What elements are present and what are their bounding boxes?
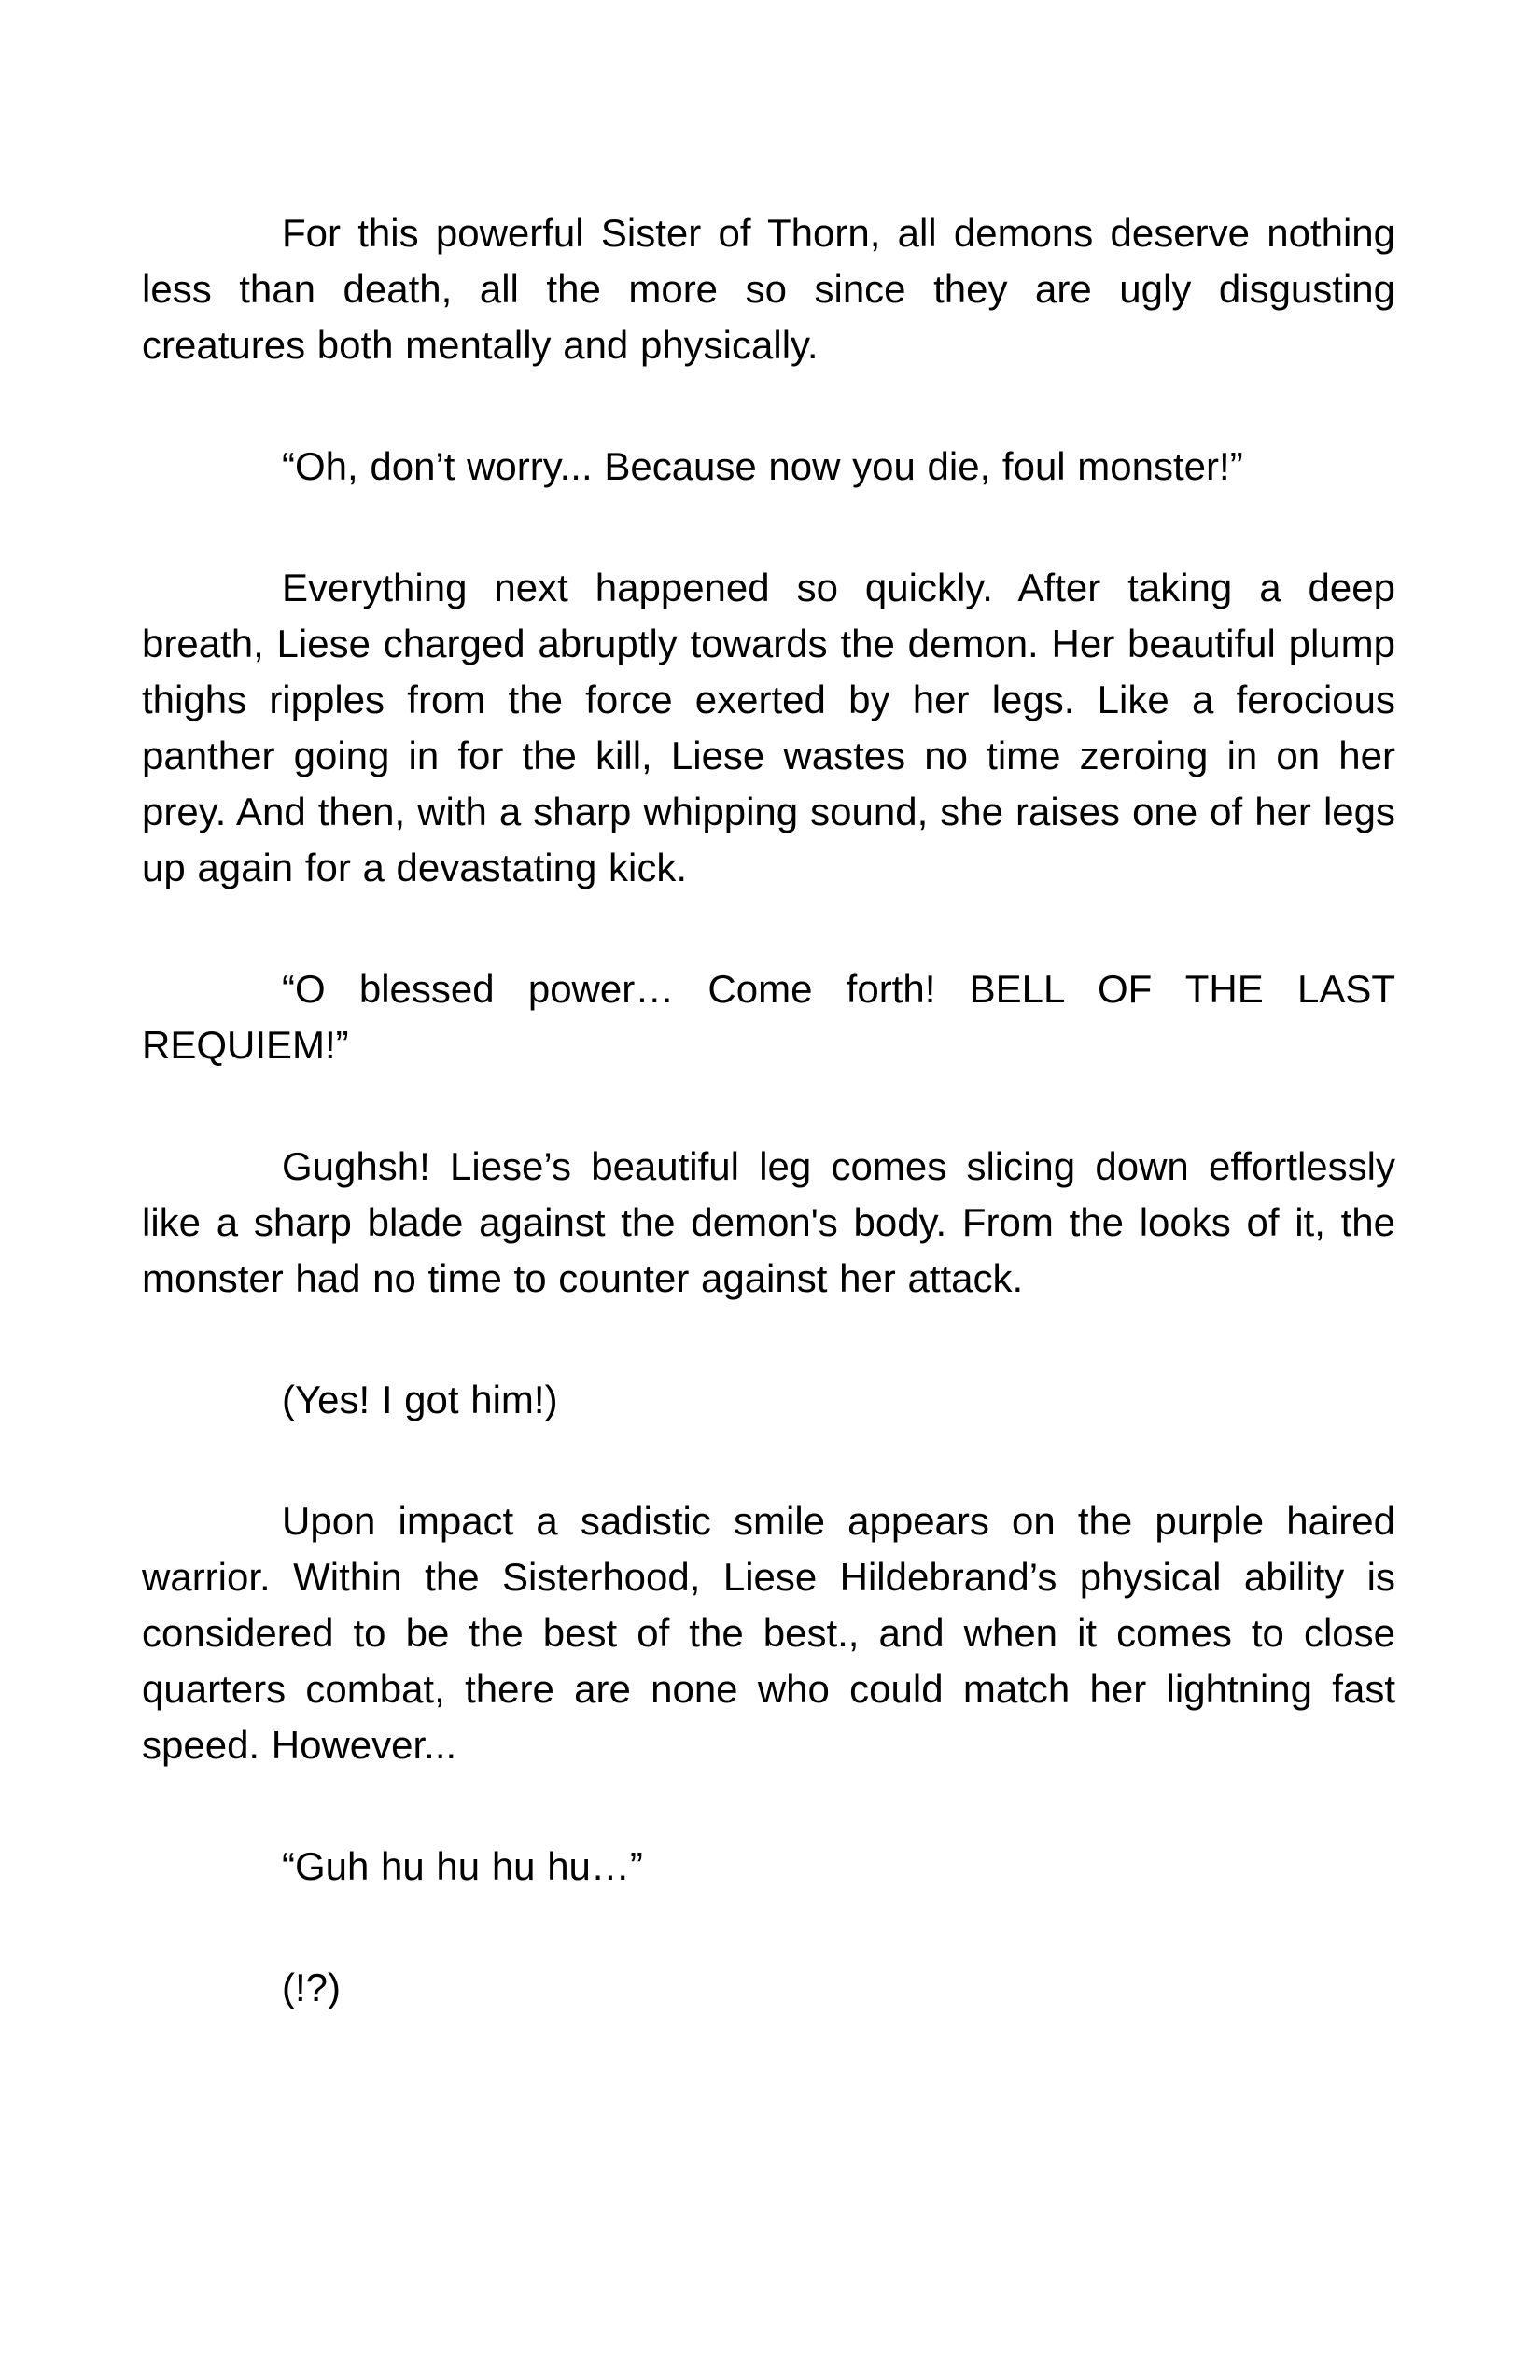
dialogue-line-2: “O blessed power… Come forth! BELL OF THE LAST REQUIEM!” (142, 967, 1395, 1067)
thought-line-1: (Yes! I got him!) (282, 1378, 558, 1421)
paragraph-narration-1: For this powerful Sister of Thorn, all demons deserve nothing less than death, all the more so since they are ugly disgusting creatures both mentally and physically. (142, 211, 1395, 367)
thought-line-2: (!?) (282, 1966, 341, 2009)
paragraph-narration-3: Gughsh! Liese’s beautiful leg comes slicing down effortlessly like a sharp blade against the demon's body. From the looks of it, the monster had no time to counter against her attack. (142, 1144, 1395, 1300)
paragraph-narration-2: Everything next happened so quickly. After taking a deep breath, Liese charged abruptly towards the demon. Her beautiful plump thighs ripples from the force exerted by her legs. Like a ferocious panther going in for the kill, Liese wastes no time zeroing in on her prey. And then, with a sharp whipping sound, she raises one of her legs up again for a devastating kick. (142, 566, 1395, 889)
dialogue-line-3: “Guh hu hu hu hu…” (282, 1844, 643, 1888)
paragraph-narration-4: Upon impact a sadistic smile appears on the purple haired warrior. Within the Sisterhood, Liese Hildebrand’s physical ability is considered to be the best of the best., and when it comes to close quarters combat, there are none who could match her lightning fast speed. However... (142, 1499, 1395, 1767)
dialogue-line-1: “Oh, don’t worry... Because now you die, foul monster!” (282, 444, 1243, 488)
